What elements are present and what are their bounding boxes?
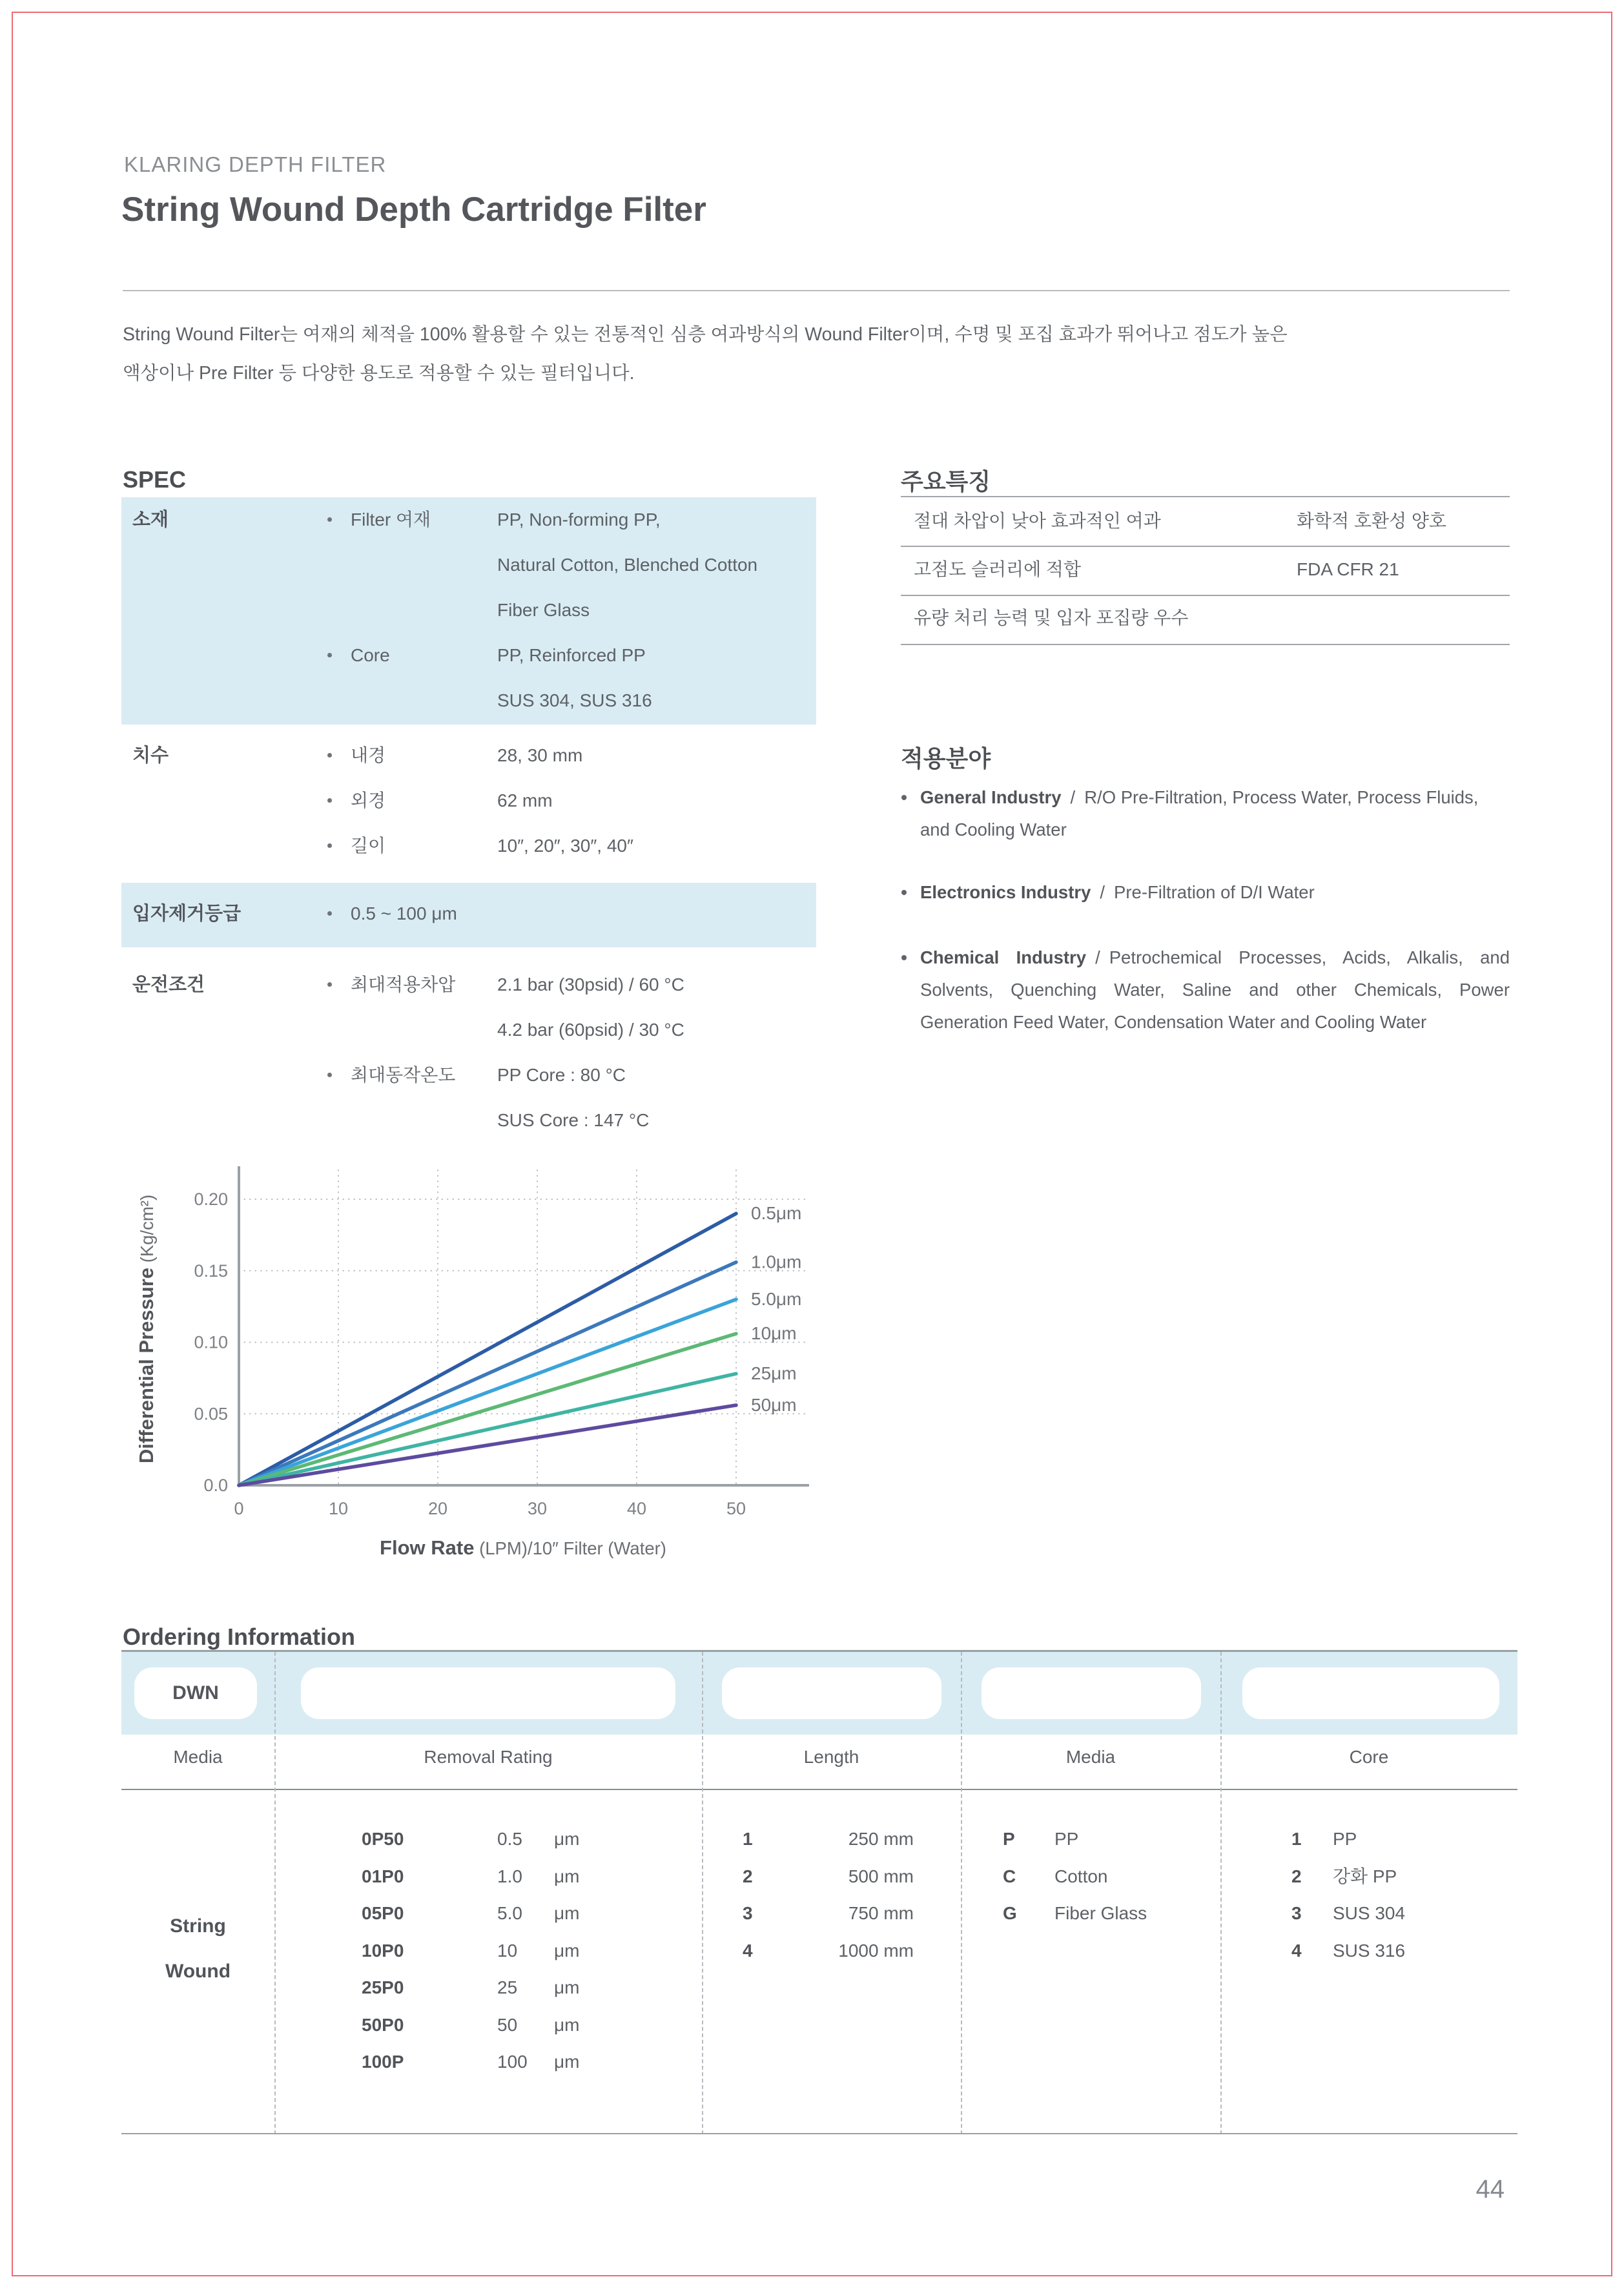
bullet-icon <box>327 753 332 758</box>
bullet-icon <box>327 517 332 522</box>
application-desc: Pre-Filtration of D/I Water <box>1114 882 1315 902</box>
series-label: 1.0μm <box>751 1252 802 1272</box>
media-value: PP <box>1054 1829 1079 1849</box>
spec-op-name: 최대동작온도 <box>351 1065 456 1085</box>
series-label: 10μm <box>751 1323 797 1344</box>
application-separator: / <box>1070 787 1076 807</box>
core-value: SUS 316 <box>1333 1941 1406 1961</box>
length-code: 1 <box>743 1829 753 1849</box>
feature-left: 유량 처리 능력 및 입자 포집량 우수 <box>914 608 1189 628</box>
column-separator <box>274 1652 276 2134</box>
kicker: KLARING DEPTH FILTER <box>124 152 387 176</box>
spec-material-band <box>121 497 816 725</box>
spec-dim-name: 외경 <box>351 790 386 810</box>
features-divider <box>901 644 1510 645</box>
flow-chart <box>119 1162 843 1582</box>
core-value: SUS 304 <box>1333 1903 1406 1923</box>
column-header-media: Media <box>173 1747 223 1767</box>
spec-op-value: 4.2 bar (60psid) / 30 °C <box>497 1020 684 1040</box>
y-tick-label: 0.15 <box>194 1261 228 1281</box>
core-code: 3 <box>1291 1903 1302 1923</box>
description-line-1: String Wound Filter는 여재의 체적을 100% 활용할 수 있는 전통적인 심층 여과방식의 Wound Filter이며, 수명 및 포집 효과가 뛰어나고 점도가 높은 <box>123 324 1288 345</box>
spec-op-value: 2.1 bar (30psid) / 60 °C <box>497 974 684 995</box>
spec-core-value: PP, Reinforced PP <box>497 645 646 665</box>
column-separator <box>702 1652 703 2134</box>
bullet-icon <box>327 911 332 916</box>
media-code: C <box>1003 1866 1016 1886</box>
core-code: 1 <box>1291 1829 1302 1849</box>
core-code: 4 <box>1291 1941 1302 1961</box>
spec-op-value: SUS Core : 147 °C <box>497 1110 650 1130</box>
spec-core-item-name: Core <box>351 645 390 665</box>
core-code: 2 <box>1291 1866 1302 1886</box>
spec-material-value: Natural Cotton, Blenched Cotton <box>497 555 758 575</box>
removal-unit: μm <box>554 1903 580 1923</box>
feature-left: 절대 차압이 낮아 효과적인 여과 <box>914 511 1161 531</box>
x-tick-label: 30 <box>527 1499 548 1518</box>
bullet-icon <box>327 798 332 803</box>
code-prefix: DWN <box>172 1682 219 1704</box>
title-divider <box>123 290 1510 291</box>
features-divider <box>901 546 1510 547</box>
removal-code: 100P <box>362 2052 404 2072</box>
media-value-line2: Wound <box>165 1961 231 1982</box>
column-header-core: Core <box>1349 1747 1389 1767</box>
ordering-heading: Ordering Information <box>123 1623 355 1650</box>
application-title: Electronics Industry <box>920 882 1091 902</box>
length-value: 750 mm <box>848 1903 914 1923</box>
media-code: P <box>1003 1829 1015 1849</box>
removal-value: 100 <box>497 2052 528 2072</box>
media-value: Cotton <box>1054 1866 1108 1886</box>
column-header-media2: Media <box>1065 1747 1116 1767</box>
y-tick-label: 0.20 <box>194 1190 228 1209</box>
feature-right: FDA CFR 21 <box>1297 559 1399 579</box>
removal-code: 50P0 <box>362 2015 404 2035</box>
series-label: 5.0μm <box>751 1289 802 1310</box>
x-tick-label: 40 <box>626 1499 647 1518</box>
application-desc: R/O Pre-Filtration, Process Water, Process Fluids, and Cooling Water <box>920 787 1479 840</box>
removal-code: 0P50 <box>362 1829 404 1849</box>
spec-label-dimension: 치수 <box>132 745 169 766</box>
core-value: PP <box>1333 1829 1357 1849</box>
length-code: 2 <box>743 1866 753 1886</box>
applications-heading: 적용분야 <box>901 745 991 772</box>
code-pill-length <box>722 1667 941 1719</box>
spec-dim-value: 10″, 20″, 30″, 40″ <box>497 836 633 856</box>
page-title: String Wound Depth Cartridge Filter <box>121 191 706 229</box>
ordering-header-underline <box>121 1789 1517 1790</box>
series-line <box>239 1299 736 1485</box>
spec-dim-value: 28, 30 mm <box>497 745 583 765</box>
removal-value: 1.0 <box>497 1866 522 1886</box>
length-value: 1000 mm <box>838 1941 914 1961</box>
code-pill-core <box>1242 1667 1499 1719</box>
application-desc: Petrochemical Processes, Acids, Alkalis, and Solvents, Quenching Water, Saline and other Chemicals, Power Generation Feed Water, Condensation Water and Cooling Water <box>920 947 1510 1032</box>
y-tick-label: 0.10 <box>194 1332 228 1352</box>
spec-core-value: SUS 304, SUS 316 <box>497 690 652 710</box>
core-value: 강화 PP <box>1333 1866 1397 1886</box>
y-tick-label: 0.0 <box>203 1476 228 1495</box>
feature-right: 화학적 호환성 양호 <box>1297 511 1446 531</box>
column-separator <box>1220 1652 1222 2134</box>
x-tick-label: 20 <box>427 1499 448 1518</box>
bullet-icon <box>327 653 332 657</box>
spec-dim-name: 내경 <box>351 745 386 765</box>
removal-unit: μm <box>554 2015 580 2035</box>
spec-label-rating: 입자제거등급 <box>132 903 242 924</box>
bullet-icon <box>327 982 332 987</box>
series-label: 0.5μm <box>751 1203 802 1224</box>
x-tick-label: 0 <box>234 1499 244 1518</box>
code-pill-prefix <box>134 1667 257 1719</box>
application-item <box>920 942 1510 1038</box>
spec-op-name: 최대적용차압 <box>351 974 456 995</box>
bullet-icon <box>901 890 907 895</box>
removal-unit: μm <box>554 2052 580 2072</box>
media-code: G <box>1003 1903 1017 1923</box>
removal-value: 0.5 <box>497 1829 522 1849</box>
bullet-icon <box>901 795 907 800</box>
spec-rating-value: 0.5 ~ 100 μm <box>351 903 457 923</box>
x-axis-title: Flow Rate (LPM)/10″ Filter (Water) <box>380 1536 666 1559</box>
removal-code: 01P0 <box>362 1866 404 1886</box>
features-heading: 주요특징 <box>901 468 991 495</box>
length-code: 4 <box>743 1941 753 1961</box>
x-tick-label: 50 <box>726 1499 746 1518</box>
y-axis-title: Differential Pressure (Kg/cm²) <box>135 1194 158 1464</box>
code-pill-removal <box>301 1667 675 1719</box>
bullet-icon <box>327 843 332 848</box>
bullet-icon <box>901 955 907 960</box>
application-item <box>920 876 1510 909</box>
removal-value: 5.0 <box>497 1903 522 1923</box>
media-value: Fiber Glass <box>1054 1903 1147 1923</box>
spec-dim-value: 62 mm <box>497 790 553 810</box>
feature-left: 고점도 슬러리에 적합 <box>914 559 1081 579</box>
length-value: 250 mm <box>848 1829 914 1849</box>
removal-value: 50 <box>497 2015 518 2035</box>
column-separator <box>961 1652 962 2134</box>
series-label: 25μm <box>751 1363 797 1384</box>
media-value-line1: String <box>170 1915 226 1937</box>
application-title: Chemical Industry <box>920 947 1087 967</box>
spec-material-item-name: Filter 여재 <box>351 510 431 530</box>
length-code: 3 <box>743 1903 753 1923</box>
removal-code: 05P0 <box>362 1903 404 1923</box>
y-tick-label: 0.05 <box>194 1404 228 1424</box>
application-title: General Industry <box>920 787 1062 807</box>
length-value: 500 mm <box>848 1866 914 1886</box>
features-divider <box>901 595 1510 596</box>
removal-unit: μm <box>554 1941 580 1961</box>
description-line-2: 액상이나 Pre Filter 등 다양한 용도로 적용할 수 있는 필터입니다. <box>123 363 635 384</box>
x-tick-label: 10 <box>328 1499 349 1518</box>
removal-value: 25 <box>497 1977 518 1997</box>
spec-heading: SPEC <box>123 466 187 493</box>
removal-value: 10 <box>497 1941 518 1961</box>
removal-unit: μm <box>554 1829 580 1849</box>
removal-unit: μm <box>554 1977 580 1997</box>
removal-code: 10P0 <box>362 1941 404 1961</box>
removal-unit: μm <box>554 1866 580 1886</box>
spec-op-value: PP Core : 80 °C <box>497 1065 626 1085</box>
spec-label-operating: 운전조건 <box>132 974 205 995</box>
application-separator: / <box>1100 882 1105 902</box>
application-separator: / <box>1095 947 1100 967</box>
spec-dim-name: 길이 <box>351 836 386 856</box>
application-item <box>920 781 1510 846</box>
series-line <box>239 1262 736 1485</box>
spec-material-value: PP, Non-forming PP, <box>497 510 661 530</box>
page-number: 44 <box>1475 2175 1505 2203</box>
features-divider <box>901 496 1510 497</box>
column-header-length: Length <box>803 1747 859 1767</box>
removal-code: 25P0 <box>362 1977 404 1997</box>
spec-material-value: Fiber Glass <box>497 600 590 620</box>
column-header-removal: Removal Rating <box>424 1747 553 1767</box>
bullet-icon <box>327 1073 332 1077</box>
series-label: 50μm <box>751 1394 797 1415</box>
series-line <box>239 1334 736 1485</box>
spec-label-material: 소재 <box>132 510 169 530</box>
code-pill-media <box>982 1667 1201 1719</box>
ordering-table-bottom-line <box>121 2133 1517 2134</box>
